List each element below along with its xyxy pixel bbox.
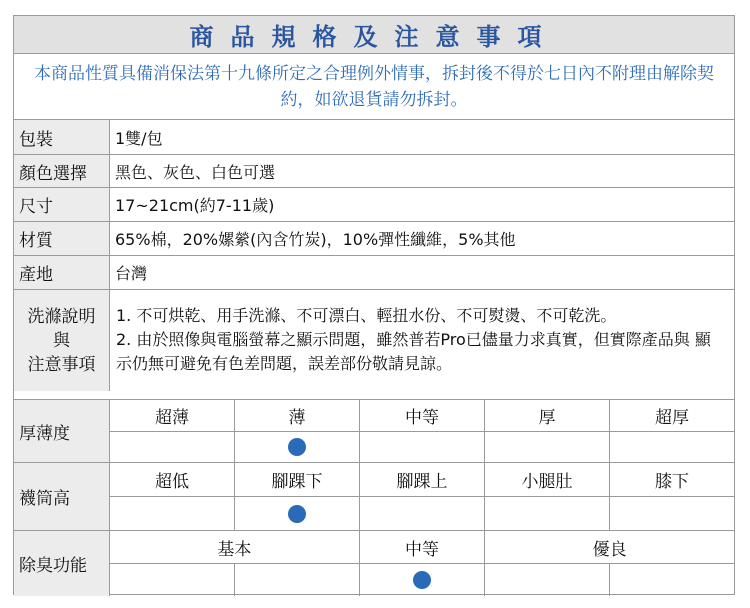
spec-label: 尺寸 <box>14 188 110 221</box>
spec-label: 產地 <box>14 256 110 289</box>
section-divider <box>14 391 734 400</box>
scale-cell <box>360 564 485 596</box>
thickness-label: 厚薄度 <box>14 400 110 462</box>
scale-option-label: 超低 <box>110 463 235 496</box>
scale-cell <box>235 497 360 530</box>
scale-option-label: 超厚 <box>655 407 689 428</box>
spec-value: 65%棉，20%嫘縈(內含竹炭)，10%彈性纖維，5%其他 <box>115 230 516 249</box>
scale-cell <box>610 497 734 530</box>
scale-option-label: 腳踝下 <box>235 463 360 496</box>
spec-label: 顏色選擇 <box>14 155 110 187</box>
selected-dot <box>288 438 306 456</box>
spec-value: 1雙/包 <box>115 128 163 148</box>
scale-cell <box>110 432 235 463</box>
selected-dot <box>288 505 306 523</box>
scale-cell <box>235 432 360 463</box>
care-item: 1. 不可烘乾、用手洗滌、不可漂白、輕扭水份、不可熨燙、不可乾洗。 <box>116 306 617 325</box>
care-label-line: 與 <box>53 330 70 351</box>
scale-cell <box>610 432 734 463</box>
scale-cell <box>360 432 485 463</box>
scale-cell <box>235 564 360 596</box>
scale-cell <box>485 497 610 530</box>
spec-label: 包裝 <box>14 120 110 154</box>
return-notice: 本商品性質具備消保法第十九條所定之合理例外情事，拆封後不得於七日內不附理由解除契約，如欲退貨請勿拆封。 <box>14 54 734 120</box>
spec-value: 黑色、灰色、白色可選 <box>115 162 276 182</box>
spec-row-size <box>14 188 734 222</box>
scale-option-label: 超薄 <box>110 400 235 431</box>
care-item: 2. 由於照像與電腦螢幕之顯示問題，雖然普若Pro已儘量力求真實，但實際產品與 顯示仍無可避免有色差問題，誤差部份敬請見諒。 <box>116 330 711 373</box>
scale-option-label: 優良 <box>592 539 627 560</box>
scale-cell <box>110 564 235 596</box>
care-instructions-row <box>14 290 734 391</box>
scale-option-label: 膝下 <box>655 472 689 492</box>
scale-option-label: 腳踝上 <box>360 463 485 496</box>
deodorant-grid <box>14 531 734 596</box>
page-title: 商品規格及注意事項 <box>14 16 734 54</box>
spec-table <box>13 15 735 595</box>
spec-row-color <box>14 155 734 188</box>
scale-cell <box>485 432 610 463</box>
scale-option-label: 薄 <box>235 400 360 431</box>
spec-row-material <box>14 222 734 256</box>
cuff-height-grid <box>14 463 734 531</box>
selected-dot <box>413 571 431 589</box>
spec-value: 17~21cm(約7-11歲) <box>115 196 275 215</box>
scale-cell <box>485 564 610 596</box>
thickness-grid <box>14 400 734 463</box>
scale-option-label: 小腿肚 <box>485 463 610 496</box>
scale-option-label: 中等 <box>360 531 485 563</box>
deodorant-label: 除臭功能 <box>14 531 110 596</box>
spec-label: 材質 <box>14 222 110 255</box>
scale-cell <box>110 497 235 530</box>
cuff-height-label: 襪筒高 <box>14 463 110 530</box>
scale-option-label: 厚 <box>485 400 610 431</box>
care-label <box>14 290 110 391</box>
scale-cell <box>610 564 734 596</box>
care-label-line: 注意事項 <box>27 354 96 375</box>
scale-option-label: 中等 <box>360 400 485 431</box>
scale-option-label: 基本 <box>110 531 360 563</box>
spec-value: 台灣 <box>115 264 148 283</box>
spec-row-origin <box>14 256 734 290</box>
scale-cell <box>360 497 485 530</box>
care-text <box>110 290 734 391</box>
spec-row-packaging <box>14 120 734 155</box>
care-label-line: 洗滌說明 <box>27 306 96 327</box>
